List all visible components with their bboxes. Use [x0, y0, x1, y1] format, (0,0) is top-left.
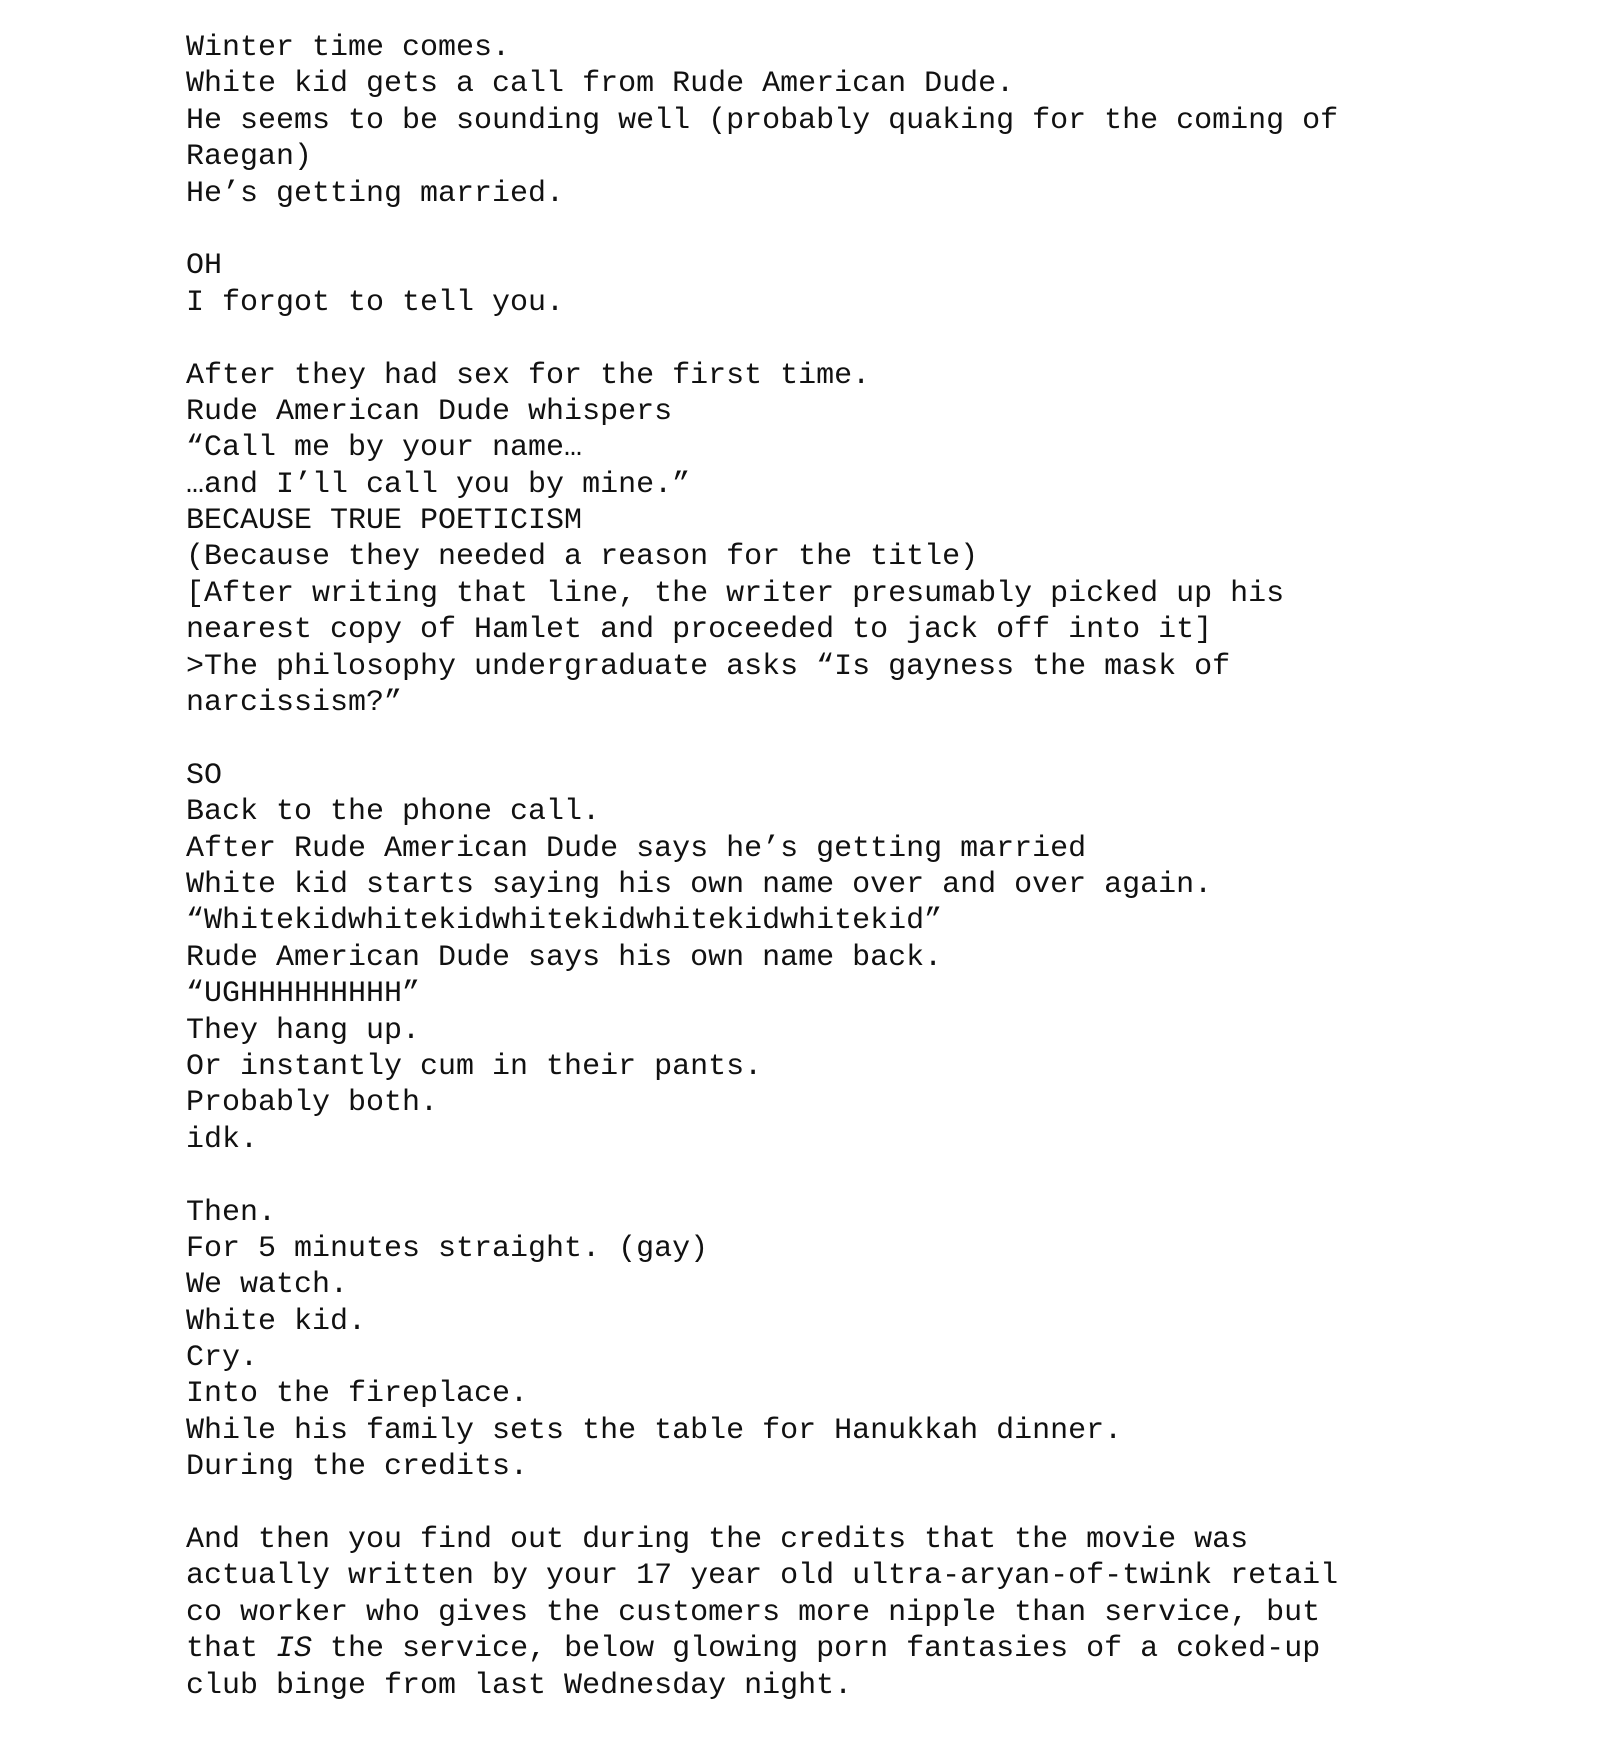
- text-line: He’s getting married.: [186, 176, 565, 211]
- text-line: Then.: [186, 1195, 277, 1230]
- text-line: Or instantly cum in their pants.: [186, 1049, 763, 1084]
- text-line: “Whitekidwhitekidwhitekidwhitekidwhitekid”: [186, 904, 943, 939]
- text-line: narcissism?”: [186, 686, 403, 721]
- text-line: White kid gets a call from Rude American Dude.: [186, 67, 1015, 102]
- text-line: Rude American Dude says his own name back.: [186, 940, 943, 975]
- text-line: They hang up.: [186, 1013, 421, 1048]
- text-line: [186, 1631, 1586, 1667]
- paragraph-break: [186, 321, 1586, 357]
- text-line: >The philosophy undergraduate asks “Is gayness the mask of: [186, 649, 1231, 684]
- text-line: We watch.: [186, 1268, 349, 1303]
- text-line: (Because they needed a reason for the title): [186, 540, 979, 575]
- text-line: For 5 minutes straight. (gay): [186, 1231, 709, 1266]
- text-line: Probably both.: [186, 1086, 439, 1121]
- text-line: Into the fireplace.: [186, 1377, 529, 1412]
- text-line: “Call me by your name…: [186, 431, 583, 466]
- text-line: Winter time comes.: [186, 31, 511, 65]
- text-line: He seems to be sounding well (probably quaking for the coming of: [186, 103, 1339, 138]
- text-line: BECAUSE TRUE POETICISM: [186, 504, 583, 539]
- paragraph-break: [186, 212, 1586, 248]
- text-fragment: the service, below glowing porn fantasies of a coked-up: [312, 1632, 1321, 1667]
- text-line: …and I’ll call you by mine.”: [186, 467, 691, 502]
- text-line: OH: [186, 249, 223, 284]
- paragraph-break: [186, 1158, 1586, 1194]
- text-line: While his family sets the table for Hanukkah dinner.: [186, 1413, 1123, 1448]
- text-line: “UGHHHHHHHHH”: [186, 977, 421, 1012]
- text-line: Cry.: [186, 1341, 259, 1376]
- text-line: After Rude American Dude says he’s getting married: [186, 831, 1087, 866]
- text-line: Raegan): [186, 140, 313, 175]
- text-line: I forgot to tell you.: [186, 285, 565, 320]
- text-line: White kid.: [186, 1304, 367, 1339]
- text-line: SO: [186, 758, 223, 793]
- text-line: co worker who gives the customers more nipple than service, but: [186, 1595, 1321, 1630]
- paragraph-break: [186, 1486, 1586, 1522]
- paragraph-break: [186, 721, 1586, 757]
- text-line: During the credits.: [186, 1450, 529, 1485]
- text-line: White kid starts saying his own name over and over again.: [186, 867, 1213, 902]
- text-line: After they had sex for the first time.: [186, 358, 871, 393]
- document-text: [186, 30, 1586, 1631]
- italic-emphasis: IS: [276, 1632, 313, 1667]
- document-page: [186, 30, 1586, 1704]
- text-line: club binge from last Wednesday night.: [186, 1668, 853, 1703]
- text-line: Back to the phone call.: [186, 795, 601, 830]
- text-line: And then you find out during the credits that the movie was: [186, 1523, 1249, 1558]
- text-line: actually written by your 17 year old ultra-aryan-of-twink retail: [186, 1559, 1339, 1594]
- text-line: [After writing that line, the writer presumably picked up his: [186, 576, 1285, 611]
- text-fragment: that: [186, 1632, 277, 1667]
- text-line: idk.: [186, 1122, 259, 1157]
- text-line: Rude American Dude whispers: [186, 394, 673, 429]
- text-line: nearest copy of Hamlet and proceeded to jack off into it]: [186, 613, 1213, 648]
